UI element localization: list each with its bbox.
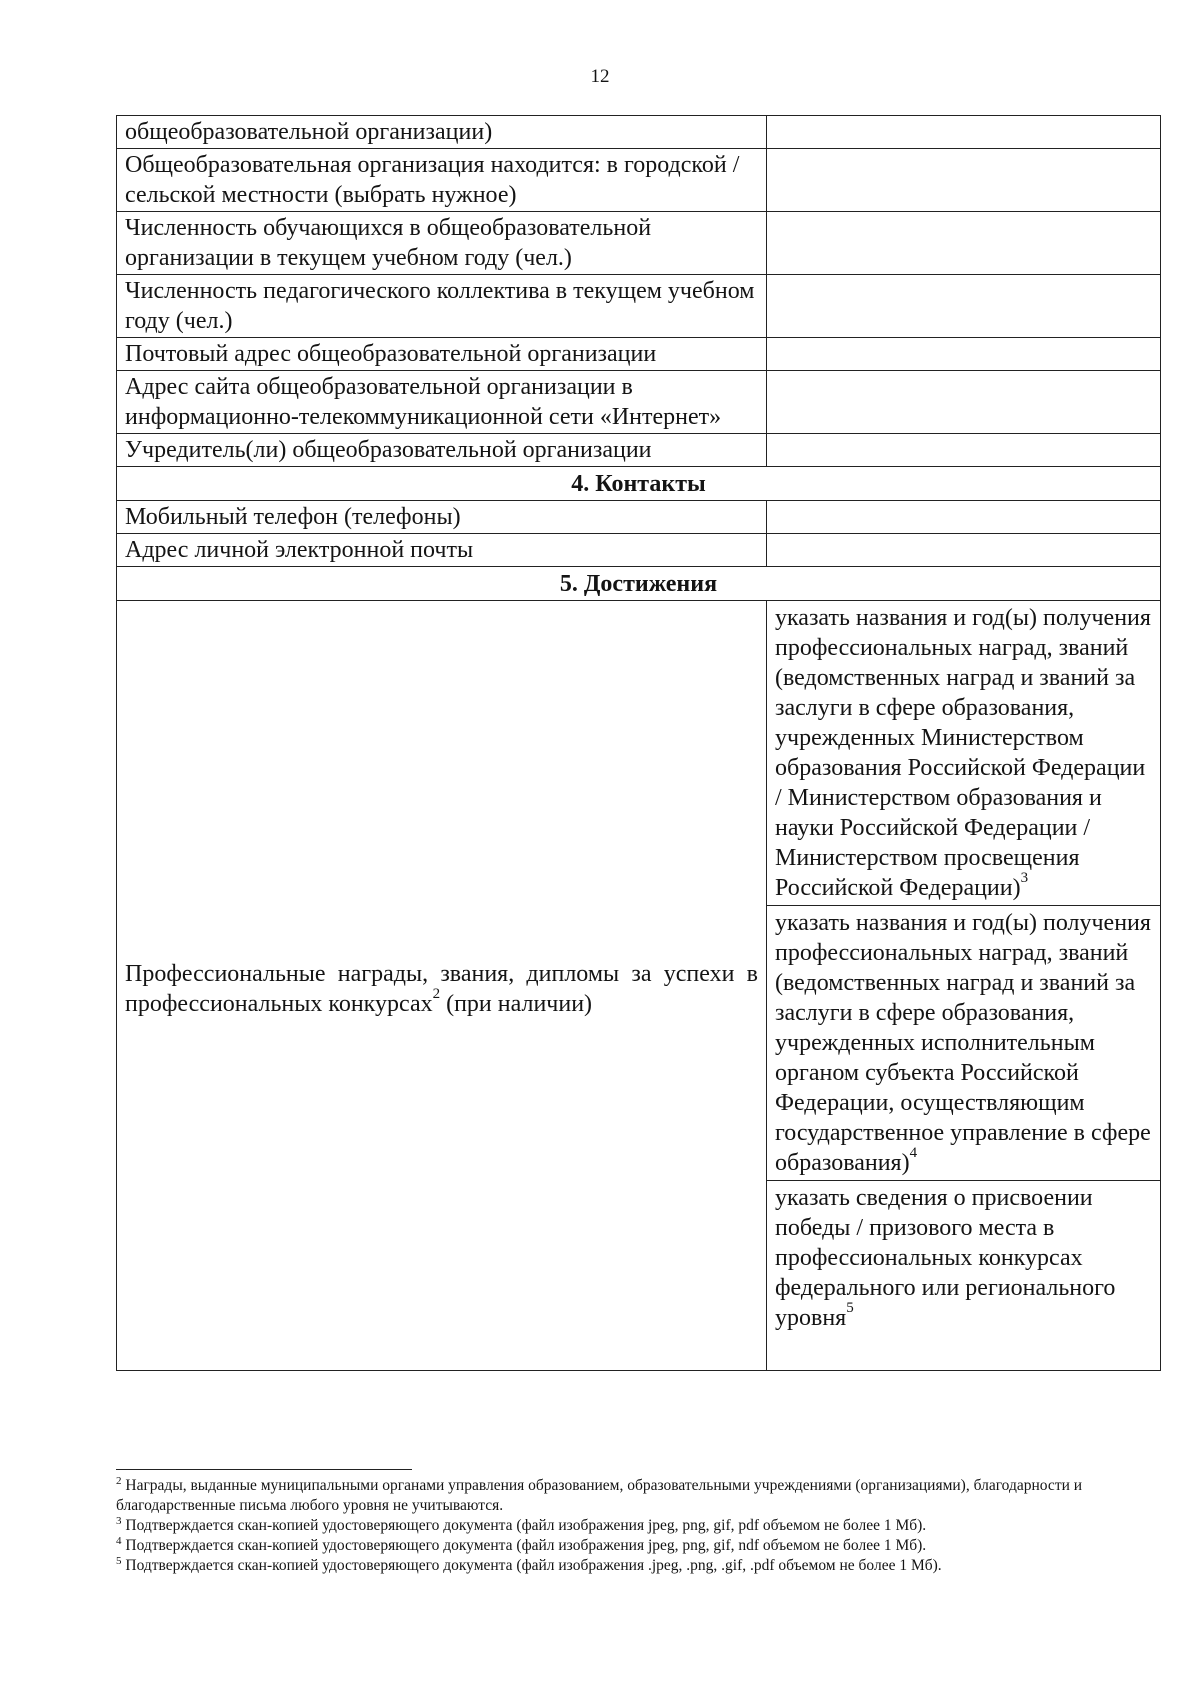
field-label: Общеобразовательная организация находится: в городской / сельской местности (выбрать нужное) [117, 149, 767, 212]
page-number: 12 [590, 66, 610, 87]
table-row [117, 116, 1161, 149]
award-item-text[interactable]: указать сведения о присвоении победы / призового места в профессиональных конкурсах федерального или регионального уровня$^5$ [775, 1185, 1116, 1331]
award-item [767, 601, 1160, 906]
footnote-divider [116, 1469, 412, 1470]
field-value[interactable] [767, 149, 1161, 212]
award-item [767, 906, 1160, 1181]
footnote: $^3$ Подтверждается скан-копией удостоверяющего документа (файл изображения jpeg, png, gif, pdf объемом не более 1 Мб). [116, 1514, 927, 1534]
field-label: Численность педагогического коллектива в текущем учебном году (чел.) [117, 275, 767, 338]
table-row-awards [117, 601, 1161, 1371]
table-row [117, 275, 1161, 338]
field-label: Учредитель(ли) общеобразовательной организации [117, 434, 767, 467]
application-form-table [116, 115, 1161, 1371]
footnote: $^4$ Подтверждается скан-копией удостоверяющего документа (файл изображения jpeg, png, gif, ndf объемом не более 1 Мб). [116, 1534, 927, 1554]
section-header-contacts [117, 467, 1161, 501]
award-item-text[interactable]: указать названия и год(ы) получения профессиональных наград, званий (ведомственных наград и званий за заслуги в сфере образования, учрежденных исполнительным органом субъекта Российской Федерации, осуществляющим государственное управление в сфере образования)$^4$ [767, 906, 1160, 1181]
section-header-achievements [117, 567, 1161, 601]
field-value[interactable] [767, 275, 1161, 338]
awards-value-cell [767, 601, 1161, 1371]
footnote: $^2$ Награды, выданные муниципальными органами управления образованием, образовательными учреждениями (организациями), благодарности и благодарственные письма любого уровня не учитываются. [116, 1474, 1083, 1514]
field-label: Численность обучающихся в общеобразовательной организации в текущем учебном году (чел.) [117, 212, 767, 275]
table-row [117, 338, 1161, 371]
field-value[interactable] [767, 338, 1161, 371]
table-row [117, 501, 1161, 534]
field-value[interactable] [767, 371, 1161, 434]
field-label: общеобразовательной организации) [117, 116, 767, 149]
field-label: Почтовый адрес общеобразовательной организации [117, 338, 767, 371]
awards-label [117, 601, 767, 1371]
table-row [117, 212, 1161, 275]
section-title: 5. Достижения [117, 567, 1161, 601]
award-item-text[interactable]: указать названия и год(ы) получения профессиональных наград, званий (ведомственных наград и званий за заслуги в сфере образования, учрежденных Министерством образования Российской Федерации / Министерством образования и науки Российской Федерации /Министерством просвещения Российской Федерации)$^3$ [767, 601, 1160, 906]
table-row [117, 434, 1161, 467]
table-row [117, 371, 1161, 434]
field-value[interactable] [767, 501, 1161, 534]
field-label: Адрес личной электронной почты [117, 534, 767, 567]
awards-subtable [767, 601, 1160, 1335]
footnotes [116, 1476, 1166, 1576]
footnote: $^5$ Подтверждается скан-копией удостоверяющего документа (файл изображения .jpeg, .png, .gif, .pdf объемом не более 1 Мб). [116, 1554, 942, 1574]
award-item [767, 1181, 1160, 1336]
field-label: Адрес сайта общеобразовательной организации в информационно-телекоммуникационной сети «Интернет» [117, 371, 767, 434]
field-value[interactable] [767, 434, 1161, 467]
field-label: Мобильный телефон (телефоны) [117, 501, 767, 534]
table-row [117, 534, 1161, 567]
field-value[interactable] [767, 212, 1161, 275]
field-value[interactable] [767, 534, 1161, 567]
awards-label-text: Профессиональные награды, звания, дипломы за успехи в профессиональных конкурсах$^2$ (при наличии) [125, 961, 758, 1017]
section-title: 4. Контакты [117, 467, 1161, 501]
table-row [117, 149, 1161, 212]
field-value[interactable] [767, 116, 1161, 149]
